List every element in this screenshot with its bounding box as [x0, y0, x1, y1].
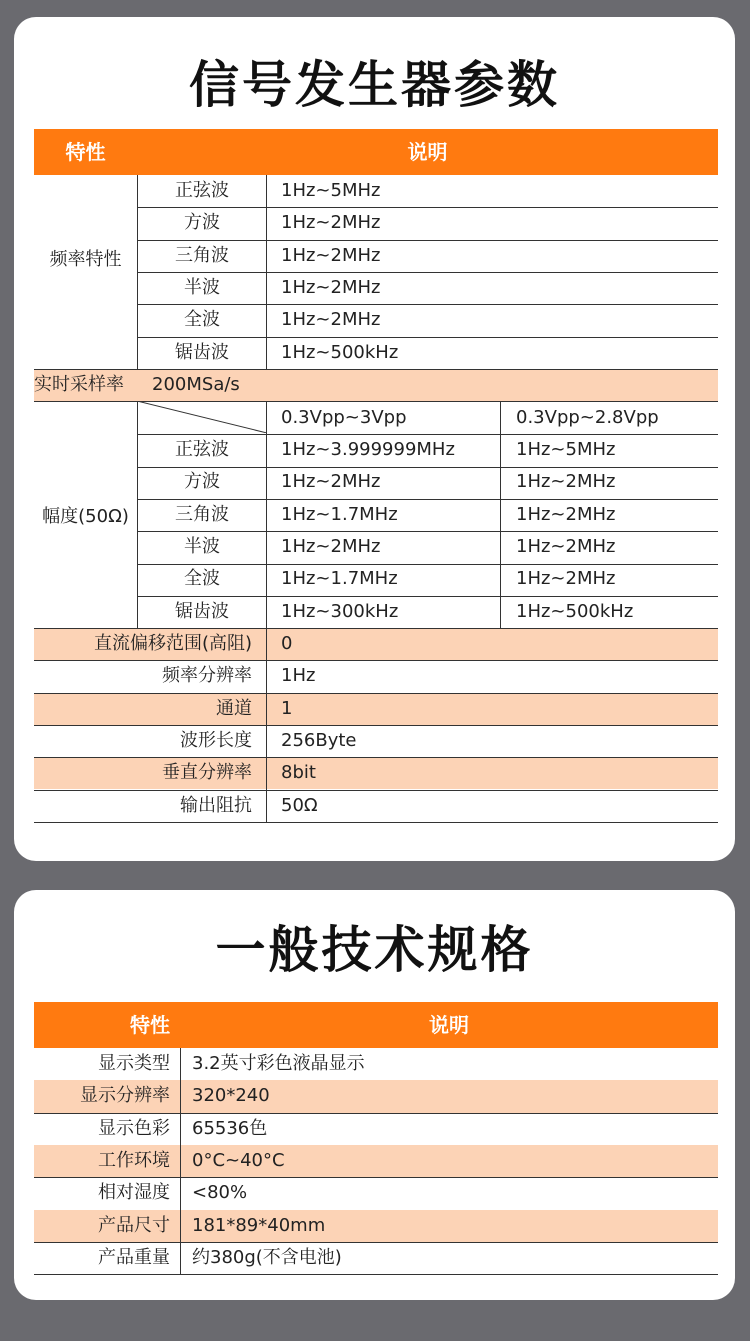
freq-value: 1Hz~500kHz — [281, 341, 399, 363]
signal-generator-card — [14, 17, 735, 861]
amp-wave-label: 正弦波 — [175, 439, 229, 460]
freq-wave-label: 方波 — [184, 212, 220, 234]
section-title: 一般技术规格 — [215, 921, 534, 979]
spec-label: 输出阻抗 — [180, 794, 252, 816]
spec-value: 1Hz — [281, 665, 316, 687]
freq-value: 1Hz~5MHz — [281, 180, 381, 201]
spec-value: 8bit — [281, 762, 316, 784]
spec-label: 频率分辨率 — [162, 665, 252, 687]
spec-value: 1 — [281, 697, 293, 719]
sample-rate-label: 实时采样率 — [34, 374, 124, 395]
row-divider — [137, 467, 718, 468]
col-divider — [500, 401, 501, 628]
header-feature: 特性 — [65, 140, 106, 164]
col-divider — [266, 401, 267, 822]
amp-value-col2: 1Hz~2MHz — [516, 568, 616, 590]
row-divider — [137, 272, 718, 273]
spec-label: 垂直分辨率 — [162, 762, 252, 784]
amp-value-col1: 1Hz~1.7MHz — [281, 503, 398, 525]
spec-label: 产品尺寸 — [98, 1214, 170, 1236]
amp-group-label: 幅度(50Ω) — [42, 506, 129, 527]
amp-value-col1: 1Hz~3.999999MHz — [281, 439, 455, 460]
header-feature: 特性 — [130, 1013, 170, 1037]
row-divider — [137, 531, 718, 532]
row-divider — [137, 499, 718, 500]
amp-header-col2: 0.3Vpp~2.8Vpp — [516, 407, 659, 428]
spec-value: 约380g(不含电池) — [192, 1246, 342, 1268]
row-divider — [137, 434, 718, 435]
spec-value: 50Ω — [281, 794, 318, 816]
amp-value-col2: 1Hz~2MHz — [516, 535, 616, 557]
spec-value: 320*240 — [192, 1085, 270, 1107]
row-divider — [137, 337, 718, 338]
table-header — [34, 1002, 718, 1048]
freq-wave-label: 锯齿波 — [175, 341, 229, 363]
row-divider — [137, 207, 718, 208]
spec-label: 显示类型 — [98, 1053, 170, 1074]
freq-wave-label: 正弦波 — [175, 180, 229, 201]
amp-value-col2: 1Hz~5MHz — [516, 439, 616, 460]
freq-value: 1Hz~2MHz — [281, 276, 381, 298]
diagonal-divider — [137, 401, 267, 433]
row-divider — [34, 369, 718, 370]
row-divider — [34, 628, 718, 629]
col-divider — [266, 175, 267, 369]
row-divider — [34, 790, 718, 791]
freq-wave-label: 半波 — [184, 276, 220, 298]
header-desc: 说明 — [429, 1013, 469, 1037]
row-divider — [34, 822, 718, 823]
page-title: 信号发生器参数 — [189, 56, 560, 114]
spec-value: 3.2英寸彩色液晶显示 — [192, 1053, 365, 1074]
freq-wave-label: 三角波 — [175, 244, 229, 266]
row-divider — [34, 757, 718, 758]
freq-group-label: 频率特性 — [49, 249, 122, 270]
row-divider — [34, 660, 718, 661]
spec-value: 0 — [281, 633, 293, 654]
amp-value-col1: 1Hz~1.7MHz — [281, 568, 398, 590]
header-desc: 说明 — [407, 140, 448, 164]
general-specs-table — [34, 1002, 718, 1275]
amp-value-col1: 1Hz~300kHz — [281, 600, 399, 622]
spec-label: 显示色彩 — [98, 1117, 170, 1139]
spec-value: 256Byte — [281, 729, 357, 751]
amp-wave-label: 锯齿波 — [175, 600, 229, 622]
amp-wave-label: 三角波 — [175, 503, 229, 525]
spec-value: 65536色 — [192, 1117, 268, 1139]
general-specs-card — [14, 890, 735, 1300]
col-divider — [180, 1048, 181, 1274]
signal-generator-table — [34, 129, 718, 822]
spec-value: 0°C~40°C — [192, 1149, 285, 1171]
spec-label: 产品重量 — [98, 1246, 170, 1268]
row-divider — [34, 1274, 718, 1275]
spec-label: 波形长度 — [180, 729, 252, 751]
spec-value: <80% — [192, 1182, 248, 1204]
row-divider — [137, 596, 718, 597]
table-header — [34, 129, 718, 175]
amp-wave-label: 半波 — [184, 535, 220, 557]
row-divider — [34, 725, 718, 726]
amp-value-col1: 1Hz~2MHz — [281, 471, 381, 493]
col-divider — [137, 401, 138, 628]
sample-rate-row — [34, 369, 718, 401]
row-divider — [137, 240, 718, 241]
amp-value-col2: 1Hz~2MHz — [516, 471, 616, 493]
amp-wave-label: 全波 — [184, 568, 220, 590]
sample-rate-value: 200MSa/s — [152, 374, 240, 395]
row-divider — [137, 304, 718, 305]
amp-wave-label: 方波 — [184, 471, 220, 493]
amp-value-col2: 1Hz~500kHz — [516, 600, 634, 622]
spec-label: 工作环境 — [98, 1149, 170, 1171]
row-divider — [137, 564, 718, 565]
amp-value-col1: 1Hz~2MHz — [281, 535, 381, 557]
row-divider — [34, 693, 718, 694]
freq-value: 1Hz~2MHz — [281, 212, 381, 234]
spec-label: 通道 — [216, 697, 252, 719]
freq-wave-label: 全波 — [184, 309, 220, 331]
col-divider — [137, 175, 138, 369]
amp-value-col2: 1Hz~2MHz — [516, 503, 616, 525]
freq-value: 1Hz~2MHz — [281, 244, 381, 266]
freq-value: 1Hz~2MHz — [281, 309, 381, 331]
spec-value: 181*89*40mm — [192, 1214, 326, 1236]
amp-header-col1: 0.3Vpp~3Vpp — [281, 407, 407, 428]
spec-label: 显示分辨率 — [80, 1085, 170, 1107]
spec-label: 相对湿度 — [98, 1182, 170, 1204]
spec-label: 直流偏移范围(高阻) — [93, 633, 252, 654]
